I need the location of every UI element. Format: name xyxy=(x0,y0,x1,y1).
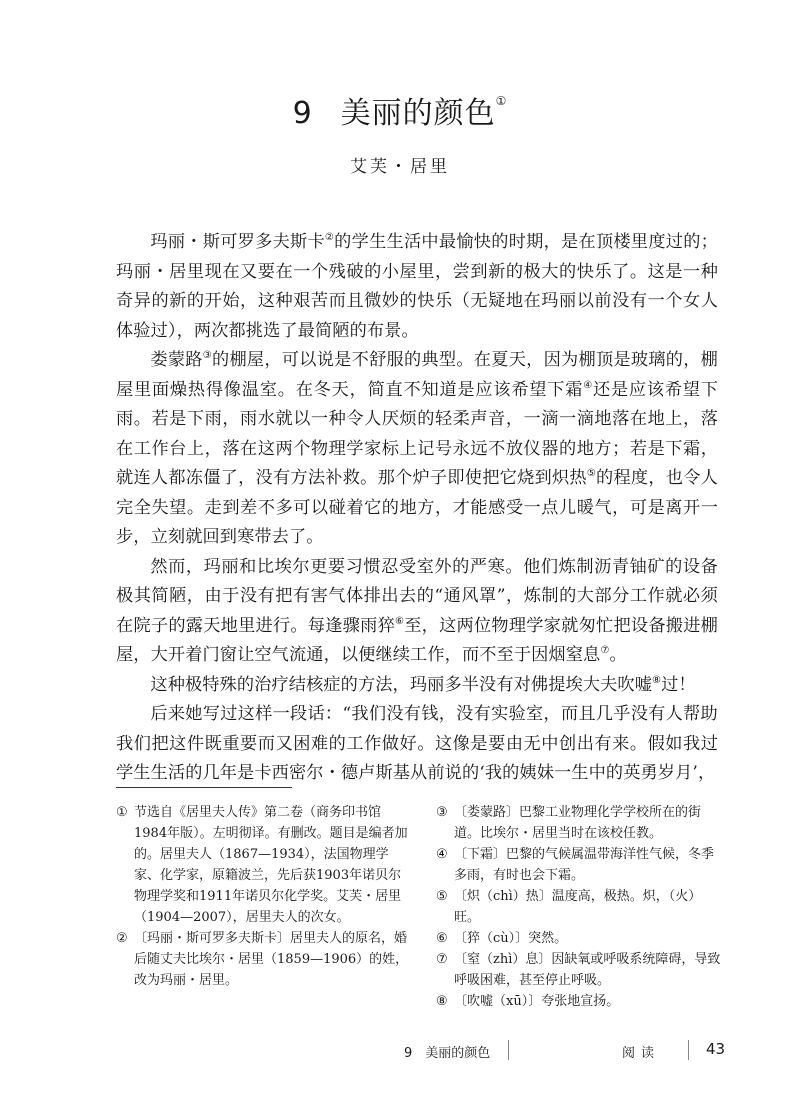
footnote-number: ⑧ xyxy=(436,994,448,1009)
footnote-marker: ④ xyxy=(583,379,593,391)
footnote xyxy=(436,949,726,991)
footnote-text: 〔猝（cù）〕突然。 xyxy=(454,931,568,946)
footnote-marker: ⑥ xyxy=(395,615,405,627)
footnote xyxy=(436,991,726,1012)
footnote-text: 〔下霜〕巴黎的气候属温带海洋性气候，冬季多雨，有时也会下霜。 xyxy=(454,847,715,883)
article-body xyxy=(116,228,718,789)
footnote xyxy=(116,802,412,928)
footnote xyxy=(436,844,726,886)
footnote-marker: ⑦ xyxy=(600,645,610,656)
footnote-marker: ② xyxy=(324,232,335,243)
footnote-text: 〔玛丽・斯可罗多夫斯卡〕居里夫人的原名，婚后随丈夫比埃尔・居里（1859—1906）的姓，改为玛丽・居里。 xyxy=(134,931,409,988)
chapter-number: 9 xyxy=(292,96,313,131)
footer-section-label: 阅读 xyxy=(622,1046,661,1061)
footnote-number: ⑤ xyxy=(436,889,448,904)
paragraph: 然而，玛丽和比埃尔更要习惯忍受室外的严寒。他们炼制沥青铀矿的设备极其简陋，由于没有把有害气体排出去的“通风罩”，炼制的大部分工作就必须在院子的露天地里进行。每逢骤雨猝⑥至，这两位物理学家就匆忙把设备搬进棚屋，大开着门窗让空气流通，以便继续工作，而不至于因烟窒息⑦。 xyxy=(116,556,718,665)
footnote-number: ④ xyxy=(436,847,448,862)
page-title xyxy=(0,88,800,132)
footer-chapter-title: 9 美丽的颜色 xyxy=(404,1046,491,1061)
paragraph: 玛丽・斯可罗多夫斯卡②的学生生活中最愉快的时期，是在顶楼里度过的；玛丽・居里现在又要在一个残破的小屋里，尝到新的极大的快乐了。这是一种奇异的新的开始，这种艰苦而且微妙的快乐（无疑地在玛丽以前没有一个女人体验过），两次都挑选了最简陋的布景。 xyxy=(116,232,719,341)
footnote xyxy=(436,928,726,949)
paragraph: 后来她写过这样一段话：“我们没有钱，没有实验室，而且几乎没有人帮助我们把这件既重要而又困难的工作做好。这像是要由无中创出有来。假如我过学生生活的几年是卡西密尔・德卢斯基从前说的‘我的姨妹一生中的英勇岁月’， xyxy=(116,704,719,783)
footnote-marker: ③ xyxy=(202,350,212,361)
footnote-number: ② xyxy=(116,931,128,946)
footnote-text: 〔窒（zhì）息〕因缺氧或呼吸系统障碍，导致呼吸困难，甚至停止呼吸。 xyxy=(454,952,721,988)
paragraph: 这种极特殊的治疗结核症的方法，玛丽多半没有对佛提埃大夫吹嘘⑧过！ xyxy=(150,674,696,695)
title-text: 美丽的颜色 xyxy=(340,96,496,131)
footnote-text: 〔娄蒙路〕巴黎工业物理化学学校所在的街道。比埃尔・居里当时在该校任教。 xyxy=(454,805,702,841)
footnote xyxy=(116,928,412,991)
title-footnote-mark: ① xyxy=(495,94,508,108)
footnote-text: 节选自《居里夫人传》第二卷（商务印书馆1984年版）。左明彻译。有删改。题目是编者加的。居里夫人（1867—1934），法国物理学家、化学家，原籍波兰，先后获1903年诺贝尔物理学奖和1911年诺贝尔化学奖。艾芙・居里（1904—2007），居里夫人的次女。 xyxy=(134,805,408,925)
footnote-number: ③ xyxy=(436,805,448,820)
footnote-number: ⑥ xyxy=(436,931,448,946)
page-number: 43 xyxy=(706,1040,726,1058)
footnote xyxy=(436,886,726,928)
author-line: 艾芙・居里 xyxy=(350,157,450,177)
footnote-marker: ⑧ xyxy=(652,674,662,686)
footer-divider xyxy=(508,1040,509,1060)
paragraph: 娄蒙路③的棚屋，可以说是不舒服的典型。在夏天，因为棚顶是玻璃的，棚屋里面燥热得像温室。在冬天，简直不知道是应该希望下霜④还是应该希望下雨。若是下雨，雨水就以一种令人厌烦的轻柔声音，一滴一滴地落在地上，落在工作台上，落在这两个物理学家标上记号永远不放仪器的地方；若是下霜，就连人都冻僵了，没有方法补救。那个炉子即使把它烧到炽热⑤的程度，也令人完全失望。走到差不多可以碰着它的地方，才能感受一点儿暖气，可是离开一步，立刻就回到寒带去了。 xyxy=(116,350,719,547)
footnotes-left-column xyxy=(116,802,412,991)
footnote xyxy=(436,802,726,844)
footnote-number: ① xyxy=(116,805,128,820)
footnote-text: 〔炽（chì）热〕温度高，极热。炽，（火）旺。 xyxy=(454,889,702,925)
footer-divider xyxy=(688,1040,689,1060)
footnote-marker: ⑤ xyxy=(586,468,597,479)
footnote-number: ⑦ xyxy=(436,952,448,967)
footnote-divider xyxy=(116,787,292,788)
footnote-text: 〔吹嘘（xū）〕夸张地宣扬。 xyxy=(454,994,620,1009)
footnotes-right-column xyxy=(436,802,726,1012)
